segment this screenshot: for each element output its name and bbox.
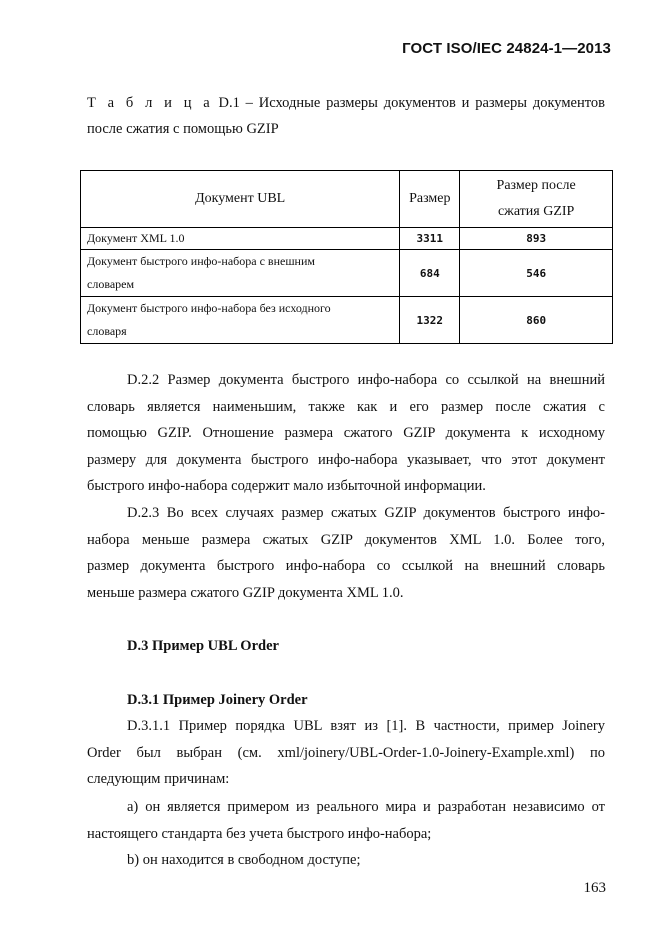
row-name-line-2: словарем <box>87 277 135 291</box>
row-document-name <box>81 297 400 344</box>
list-item-line: а) он является примером из реального мира и разработан независимо от <box>127 799 605 815</box>
row-gzip-value: 546 <box>460 250 613 297</box>
list-item-b: b) он находится в свободном доступе; <box>127 852 361 868</box>
section-heading-d-3: D.3 Пример UBL Order <box>127 638 279 654</box>
row-document-name: Документ XML 1.0 <box>81 228 400 250</box>
paragraph-line: D.3.1.1 Пример порядка UBL взят из [1]. В частности, пример Joinery <box>127 718 605 734</box>
paragraph-line: следующим причинам: <box>87 771 230 787</box>
table-row <box>81 228 613 250</box>
table-header-row <box>81 171 613 228</box>
table-caption-line-1 <box>87 90 605 116</box>
row-size-value: 1322 <box>400 297 460 344</box>
document-header: ГОСТ ISO/IEC 24824-1—2013 <box>402 40 611 57</box>
page-number: 163 <box>583 880 606 896</box>
row-size-value: 684 <box>400 250 460 297</box>
header-size: Размер <box>400 171 460 228</box>
paragraph-d-3-1-1 <box>87 713 605 793</box>
header-compressed-line-2: сжатия GZIP <box>497 204 575 219</box>
row-name-line-1: Документ быстрого инфо-набора с внешним <box>87 254 315 268</box>
table-caption-line-2: после сжатия с помощью GZIP <box>87 121 279 137</box>
row-name-line-2: словаря <box>87 324 127 338</box>
paragraph-line: быстрого инфо-набора содержит мало избыточной информации. <box>87 478 486 494</box>
paragraph-line: размеру для документа быстрого инфо-набора указывает, что этот документ <box>87 451 605 468</box>
paragraph-line: словарь является наименьшим, также как и его размер после сжатия с <box>87 398 605 415</box>
table-caption-title: D.1 – Исходные размеры документов и размеры документов <box>218 95 605 111</box>
paragraph-line: Order был выбран (см. xml/joinery/UBL-Order-1.0-Joinery-Example.xml) по <box>87 744 605 761</box>
paragraph-d-2-2 <box>87 367 605 500</box>
paragraph-line: набора меньше размера сжатых GZIP документов XML 1.0. Более того, <box>87 531 605 548</box>
header-compressed-size <box>460 171 613 228</box>
paragraph-line: помощью GZIP. Отношение размера сжатого GZIP документа к исходному <box>87 425 605 441</box>
list-item-a <box>87 794 605 847</box>
row-gzip-value: 893 <box>460 228 613 250</box>
paragraph-d-2-3 <box>87 500 605 606</box>
list-item-line: настоящего стандарта без учета быстрого инфо-набора; <box>87 825 432 842</box>
table-row <box>81 250 613 297</box>
paragraph-line: D.2.3 Во всех случаях размер сжатых GZIP документов быстрого инфо- <box>127 505 605 521</box>
row-gzip-value: 860 <box>460 297 613 344</box>
paragraph-line: D.2.2 Размер документа быстрого инфо-набора со ссылкой на внешний <box>127 372 605 388</box>
header-document-ubl: Документ UBL <box>81 171 400 228</box>
section-heading-d-3-1: D.3.1 Пример Joinery Order <box>127 692 308 708</box>
header-compressed-line-1: Размер после <box>496 178 576 193</box>
table-caption <box>87 90 605 142</box>
table-row <box>81 297 613 344</box>
row-name-line-1: Документ быстрого инфо-набора без исходного <box>87 301 331 315</box>
row-document-name <box>81 250 400 297</box>
paragraph-line: размер документа быстрого инфо-набора со ссылкой на внешний словарь <box>87 558 605 574</box>
paragraph-line: меньше размера сжатого GZIP документа XML 1.0. <box>87 584 404 601</box>
size-comparison-table <box>80 170 613 344</box>
table-caption-prefix: Т а б л и ц а <box>87 95 213 111</box>
row-size-value: 3311 <box>400 228 460 250</box>
